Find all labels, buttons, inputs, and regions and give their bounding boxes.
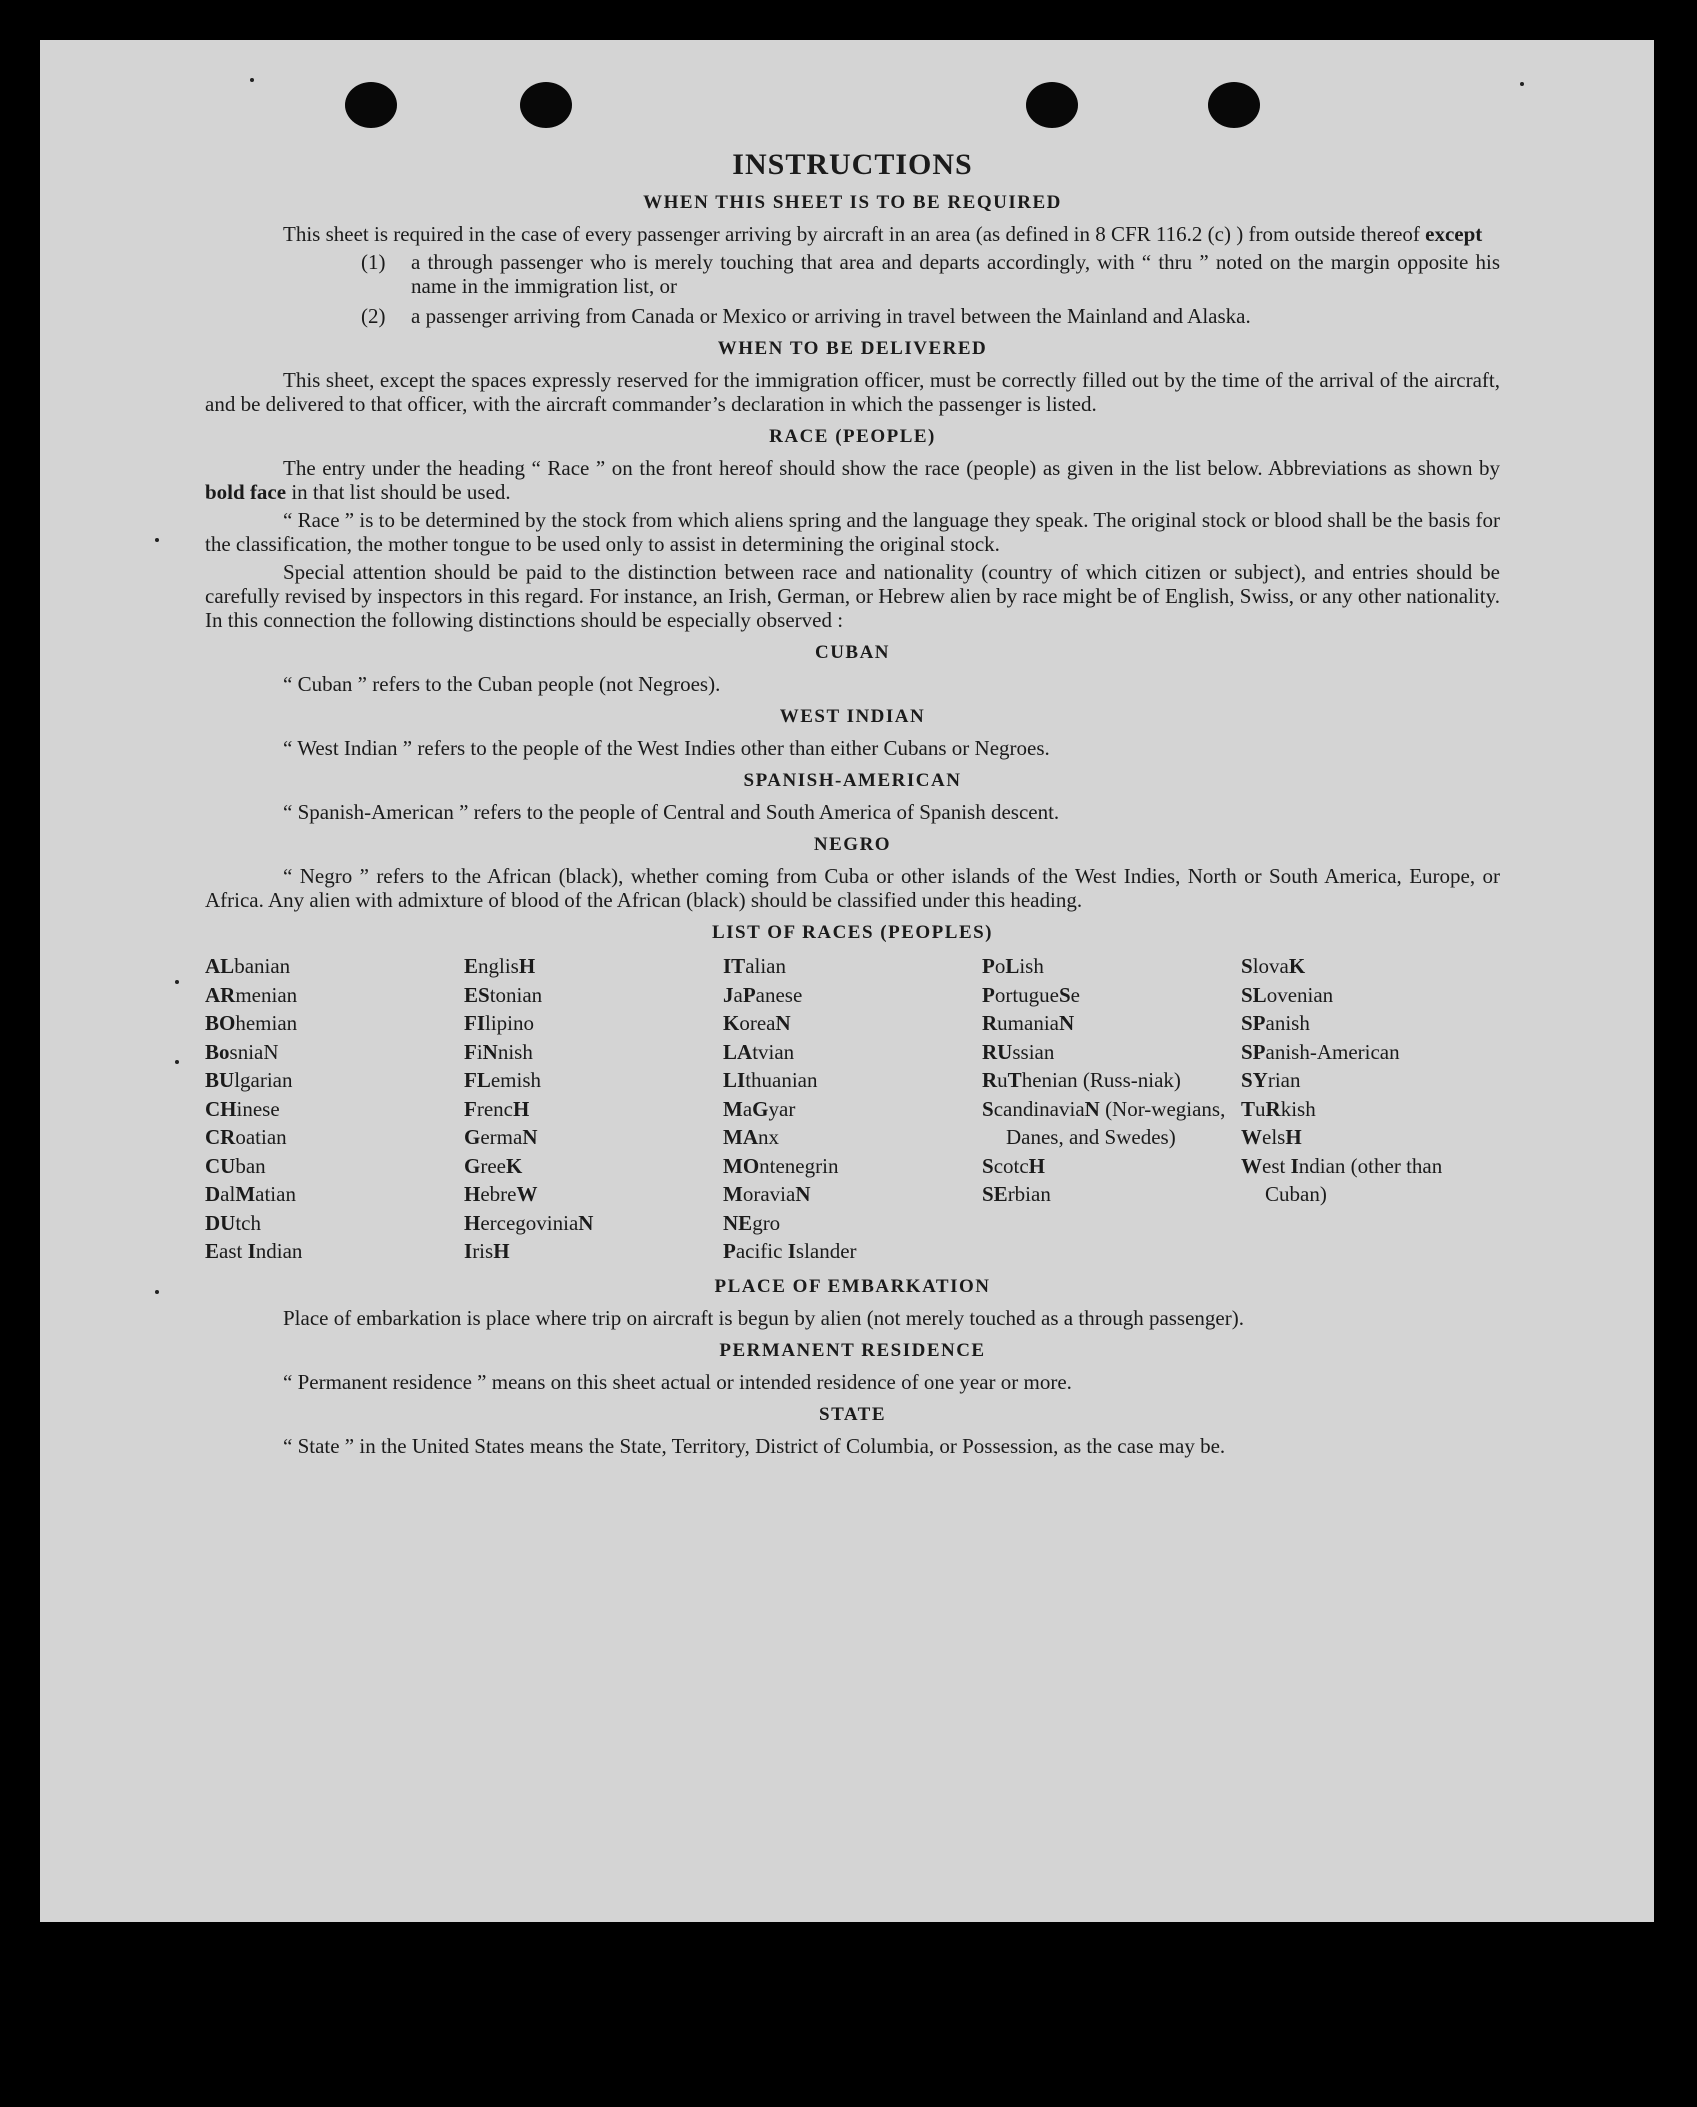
- section-heading: WHEN TO BE DELIVERED: [717, 338, 988, 359]
- paragraph: Place of embarkation is place where trip on aircraft is begun by alien (not merely touched as a through passenger).: [283, 1305, 1244, 1330]
- page-title: INSTRUCTIONS: [732, 148, 973, 181]
- race-entry: FiNnish: [464, 1039, 533, 1064]
- race-entry: RuThenian (Russ-niak): [982, 1068, 1181, 1092]
- punch-hole: [345, 82, 397, 128]
- race-entry: TuRkish: [1241, 1096, 1316, 1121]
- speck: [175, 1060, 179, 1064]
- race-entry: MOntenegrin: [723, 1153, 839, 1178]
- section-heading: CUBAN: [814, 642, 891, 663]
- paragraph: “ Permanent residence ” means on this sheet actual or intended residence of one year or more.: [283, 1369, 1072, 1394]
- race-entry: EStonian: [464, 982, 543, 1007]
- race-entry: FrencH: [464, 1096, 530, 1121]
- list-item: (2) a passenger arriving from Canada or Mexico or arriving in travel between the Mainland and Alaska.: [361, 304, 1251, 328]
- race-entry: ScandinaviaN (Nor-wegians, Danes, and Swedes): [982, 1096, 1226, 1149]
- race-entry: MAnx: [723, 1125, 779, 1149]
- race-entry: SPanish: [1241, 1011, 1310, 1035]
- race-entry: ALbanian: [205, 954, 291, 978]
- section-heading: WEST INDIAN: [779, 706, 926, 727]
- race-entry: LAtvian: [723, 1039, 795, 1064]
- race-entry: BOhemian: [205, 1011, 298, 1035]
- race-entry: SlovaK: [1241, 954, 1306, 978]
- race-entry: EnglisH: [464, 954, 536, 978]
- paragraph: This sheet, except the spaces expressly reserved for the immigration officer, must be correctly filled out by the time of the arrival of the aircraft, and be delivered to that officer, with the aircraft commander’s declaration in which the passenger is listed.: [205, 368, 1500, 416]
- race-entry: West Indian (other than Cuban): [1241, 1153, 1443, 1206]
- punch-hole: [1026, 82, 1078, 128]
- paragraph: “ Race ” is to be determined by the stock from which aliens spring and the language they speak. The original stock or blood shall be the basis for the classification, the mother tongue to be used only to assist in determining the original stock.: [205, 508, 1500, 556]
- race-entry: KoreaN: [723, 1011, 791, 1035]
- race-entry: CRoatian: [205, 1125, 287, 1149]
- race-entry: RUssian: [982, 1039, 1055, 1064]
- race-entry: GreeK: [464, 1153, 523, 1178]
- section-heading: WHEN THIS SHEET IS TO BE REQUIRED: [643, 192, 1062, 213]
- race-entry: FIlipino: [464, 1011, 535, 1035]
- race-entry: GermaN: [464, 1125, 538, 1149]
- section-heading: PERMANENT RESIDENCE: [719, 1339, 986, 1361]
- section-heading: NEGRO: [813, 834, 892, 855]
- race-entry: East Indian: [205, 1239, 303, 1263]
- paragraph: Special attention should be paid to the distinction between race and nationality (country of which citizen or subject), and entries should be carefully revised by inspectors in this regard. For instance, an Irish, German, or Hebrew alien by race might be of English, Swiss, or any other nationality. In this connection the following distinctions should be especially observed :: [205, 560, 1500, 632]
- race-entry: ScotcH: [982, 1153, 1046, 1178]
- paragraph: This sheet is required in the case of every passenger arriving by aircraft in an area (as defined in 8 CFR 116.2 (c) ) from outside thereof except: [283, 222, 1483, 246]
- race-entry: SPanish-American: [1241, 1039, 1400, 1064]
- race-entry: Pacific Islander: [723, 1239, 857, 1263]
- race-entry: CHinese: [205, 1096, 280, 1121]
- race-entry: JaPanese: [723, 982, 803, 1007]
- race-entry: SYrian: [1241, 1068, 1301, 1092]
- race-entry: ARmenian: [205, 982, 298, 1007]
- paragraph: “ West Indian ” refers to the people of the West Indies other than either Cubans or Negroes.: [283, 736, 1050, 760]
- speck: [155, 1290, 159, 1294]
- race-entry: DUtch: [205, 1210, 261, 1235]
- race-column: [205, 952, 464, 1266]
- instructions-content: [205, 148, 1500, 1462]
- race-entry: CUban: [205, 1153, 266, 1178]
- race-entry: IrisH: [464, 1239, 510, 1263]
- race-entry: PoLish: [982, 954, 1044, 978]
- section-heading: STATE: [819, 1403, 886, 1425]
- paragraph: “ Spanish-American ” refers to the people of Central and South America of Spanish descent.: [283, 800, 1060, 824]
- paragraph: “ Negro ” refers to the African (black), whether coming from Cuba or other islands of the West Indies, North or South America, Europe, or Africa. Any alien with admixture of blood of the African (black) should be classified under this heading.: [205, 864, 1500, 912]
- document-sheet: [40, 40, 1654, 1922]
- race-entry: MaGyar: [723, 1096, 796, 1121]
- punch-hole: [1208, 82, 1260, 128]
- paragraph: “ State ” in the United States means the State, Territory, District of Columbia, or Possession, as the case may be.: [283, 1433, 1226, 1458]
- paragraph: “ Cuban ” refers to the Cuban people (not Negroes).: [283, 672, 721, 696]
- section-heading: PLACE OF EMBARKATION: [714, 1275, 991, 1297]
- list-item: (1) a through passenger who is merely touching that area and departs accordingly, with “ thru ” noted on the margin opposite his name in the immigration list, or: [361, 250, 1500, 298]
- punch-hole: [520, 82, 572, 128]
- race-entry: WelsH: [1241, 1125, 1302, 1149]
- section-heading: SPANISH-AMERICAN: [743, 770, 962, 791]
- race-entry: DalMatian: [205, 1182, 296, 1206]
- section-heading: RACE (PEOPLE): [769, 426, 936, 447]
- race-entry: HercegoviniaN: [464, 1210, 594, 1235]
- race-entry: LIthuanian: [723, 1068, 818, 1092]
- speck: [250, 78, 254, 82]
- section-heading: LIST OF RACES (PEOPLES): [711, 922, 994, 943]
- race-column: [723, 952, 982, 1266]
- race-list: [205, 952, 1500, 1266]
- race-entry: BUlgarian: [205, 1068, 293, 1092]
- race-entry: FLemish: [464, 1068, 542, 1092]
- race-entry: HebreW: [464, 1182, 538, 1206]
- paragraph: The entry under the heading “ Race ” on the front hereof should show the race (people) as given in the list below. Abbreviations as shown by bold face in that list should be used.: [205, 456, 1500, 504]
- speck: [175, 980, 179, 984]
- race-entry: PortugueSe: [982, 982, 1080, 1007]
- race-column: [982, 952, 1241, 1266]
- race-entry: RumaniaN: [982, 1011, 1075, 1035]
- speck: [1520, 82, 1524, 86]
- race-entry: MoraviaN: [723, 1182, 811, 1206]
- race-entry: NEgro: [723, 1210, 781, 1235]
- race-entry: BosniaN: [205, 1039, 279, 1064]
- race-column: [1241, 952, 1500, 1266]
- speck: [155, 538, 159, 542]
- race-entry: SLovenian: [1241, 982, 1334, 1007]
- race-column: [464, 952, 723, 1266]
- race-entry: ITalian: [723, 954, 786, 978]
- race-entry: SErbian: [982, 1182, 1051, 1206]
